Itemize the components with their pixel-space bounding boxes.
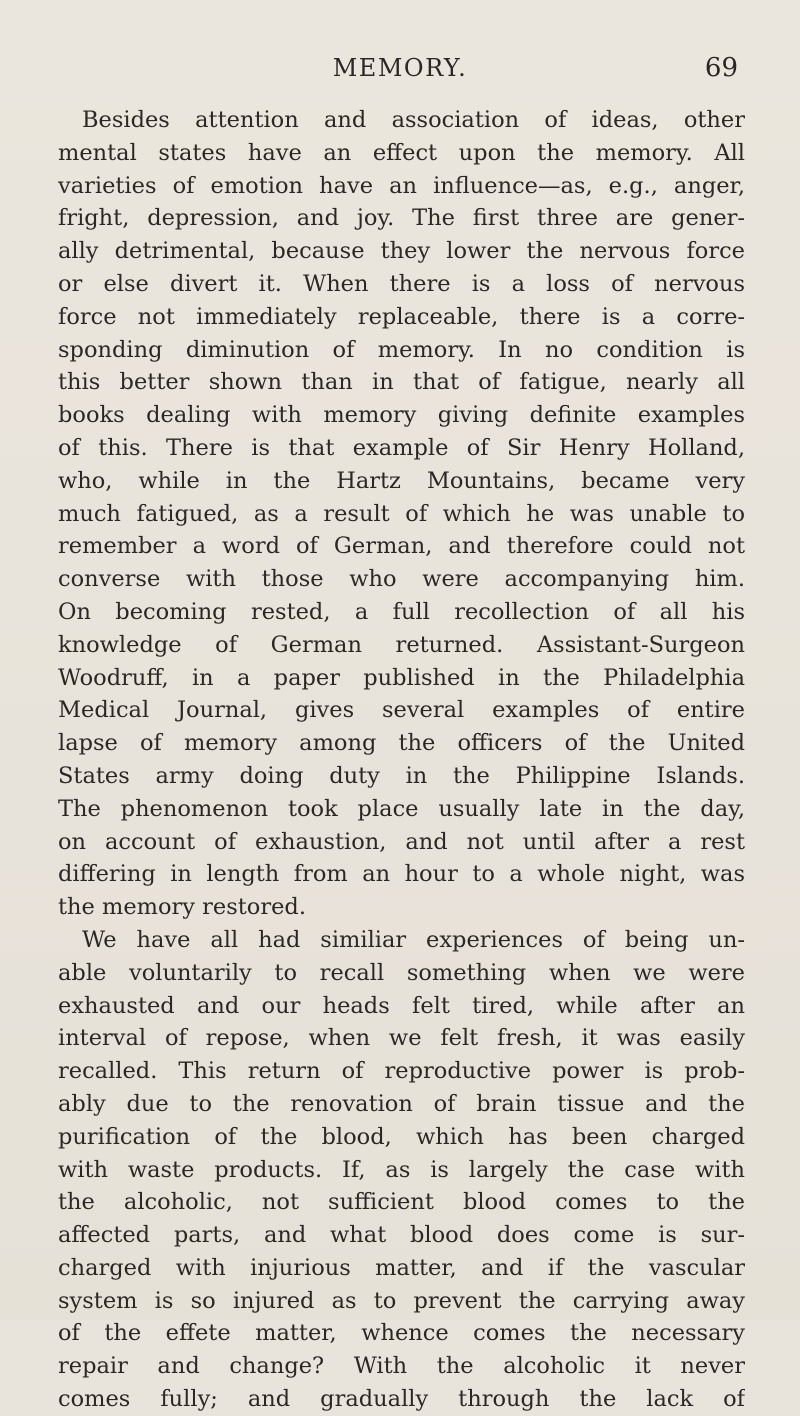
text-line: interval of repose, when we felt fresh, it was easily	[58, 1025, 745, 1052]
text-line: On becoming rested, a full recollection of all his	[58, 598, 745, 625]
text-line: differing in length from an hour to a whole night, was	[58, 861, 745, 888]
text-line: or else divert it. When there is a loss of nervous	[58, 270, 745, 297]
text-line: force not immediately replaceable, there is a corre-	[58, 303, 745, 330]
text-line: mental states have an effect upon the memory. All	[58, 139, 745, 166]
text-line: ally detrimental, because they lower the nervous force	[58, 238, 745, 265]
text-line: on account of exhaustion, and not until after a rest	[58, 828, 745, 855]
text-line: able voluntarily to recall something when we were	[58, 959, 745, 986]
text-line: of the effete matter, whence comes the necessary	[58, 1320, 745, 1347]
text-line: sponding diminution of memory. In no condition is	[58, 336, 745, 363]
text-line: The phenomenon took place usually late in the day,	[58, 795, 745, 822]
text-line: much fatigued, as a result of which he was unable to	[58, 500, 745, 527]
text-line: Besides attention and association of ideas, other	[82, 107, 745, 133]
text-line: comes fully; and gradually through the lack of	[58, 1386, 745, 1413]
text-line: books dealing with memory giving definite examples	[58, 402, 745, 429]
text-line: purification of the blood, which has been charged	[58, 1123, 745, 1150]
text-line: of this. There is that example of Sir Henry Holland,	[58, 434, 745, 461]
text-line: remember a word of German, and therefore could not	[58, 533, 745, 560]
text-line: this better shown than in that of fatigue, nearly all	[58, 369, 745, 396]
body-text	[58, 104, 745, 1416]
text-line: knowledge of German returned. Assistant-Surgeon	[58, 631, 745, 658]
text-line: fright, depression, and joy. The first three are gener-	[58, 205, 745, 232]
text-line: repair and change? With the alcoholic it never	[58, 1353, 745, 1380]
text-line: the alcoholic, not sufficient blood comes to the	[58, 1189, 745, 1216]
text-line: varieties of emotion have an influence—as, e.g., anger,	[58, 172, 745, 199]
text-line: with waste products. If, as is largely the case with	[58, 1156, 745, 1183]
running-head	[58, 50, 742, 86]
text-line: converse with those who were accompanying him.	[58, 566, 745, 593]
text-line: the memory restored.	[58, 894, 306, 921]
text-line: exhausted and our heads felt tired, while after an	[58, 992, 745, 1019]
text-line: Medical Journal, gives several examples of entire	[58, 697, 745, 724]
running-title: MEMORY.	[332, 54, 468, 82]
text-line: lapse of memory among the officers of the United	[58, 730, 745, 757]
text-line: charged with injurious matter, and if the vascular	[58, 1254, 745, 1281]
text-line: affected parts, and what blood does come is sur-	[58, 1222, 745, 1249]
text-line: States army doing duty in the Philippine Islands.	[58, 762, 745, 789]
text-line: who, while in the Hartz Mountains, became very	[58, 467, 745, 494]
text-line: We have all had similiar experiences of being un-	[82, 926, 745, 953]
text-line: recalled. This return of reproductive power is prob-	[58, 1058, 745, 1085]
text-line: ably due to the renovation of brain tissue and the	[58, 1090, 745, 1117]
text-line: Woodruff, in a paper published in the Philadelphia	[58, 664, 745, 691]
text-line: system is so injured as to prevent the carrying away	[58, 1287, 745, 1314]
page-number: 69	[704, 53, 738, 83]
